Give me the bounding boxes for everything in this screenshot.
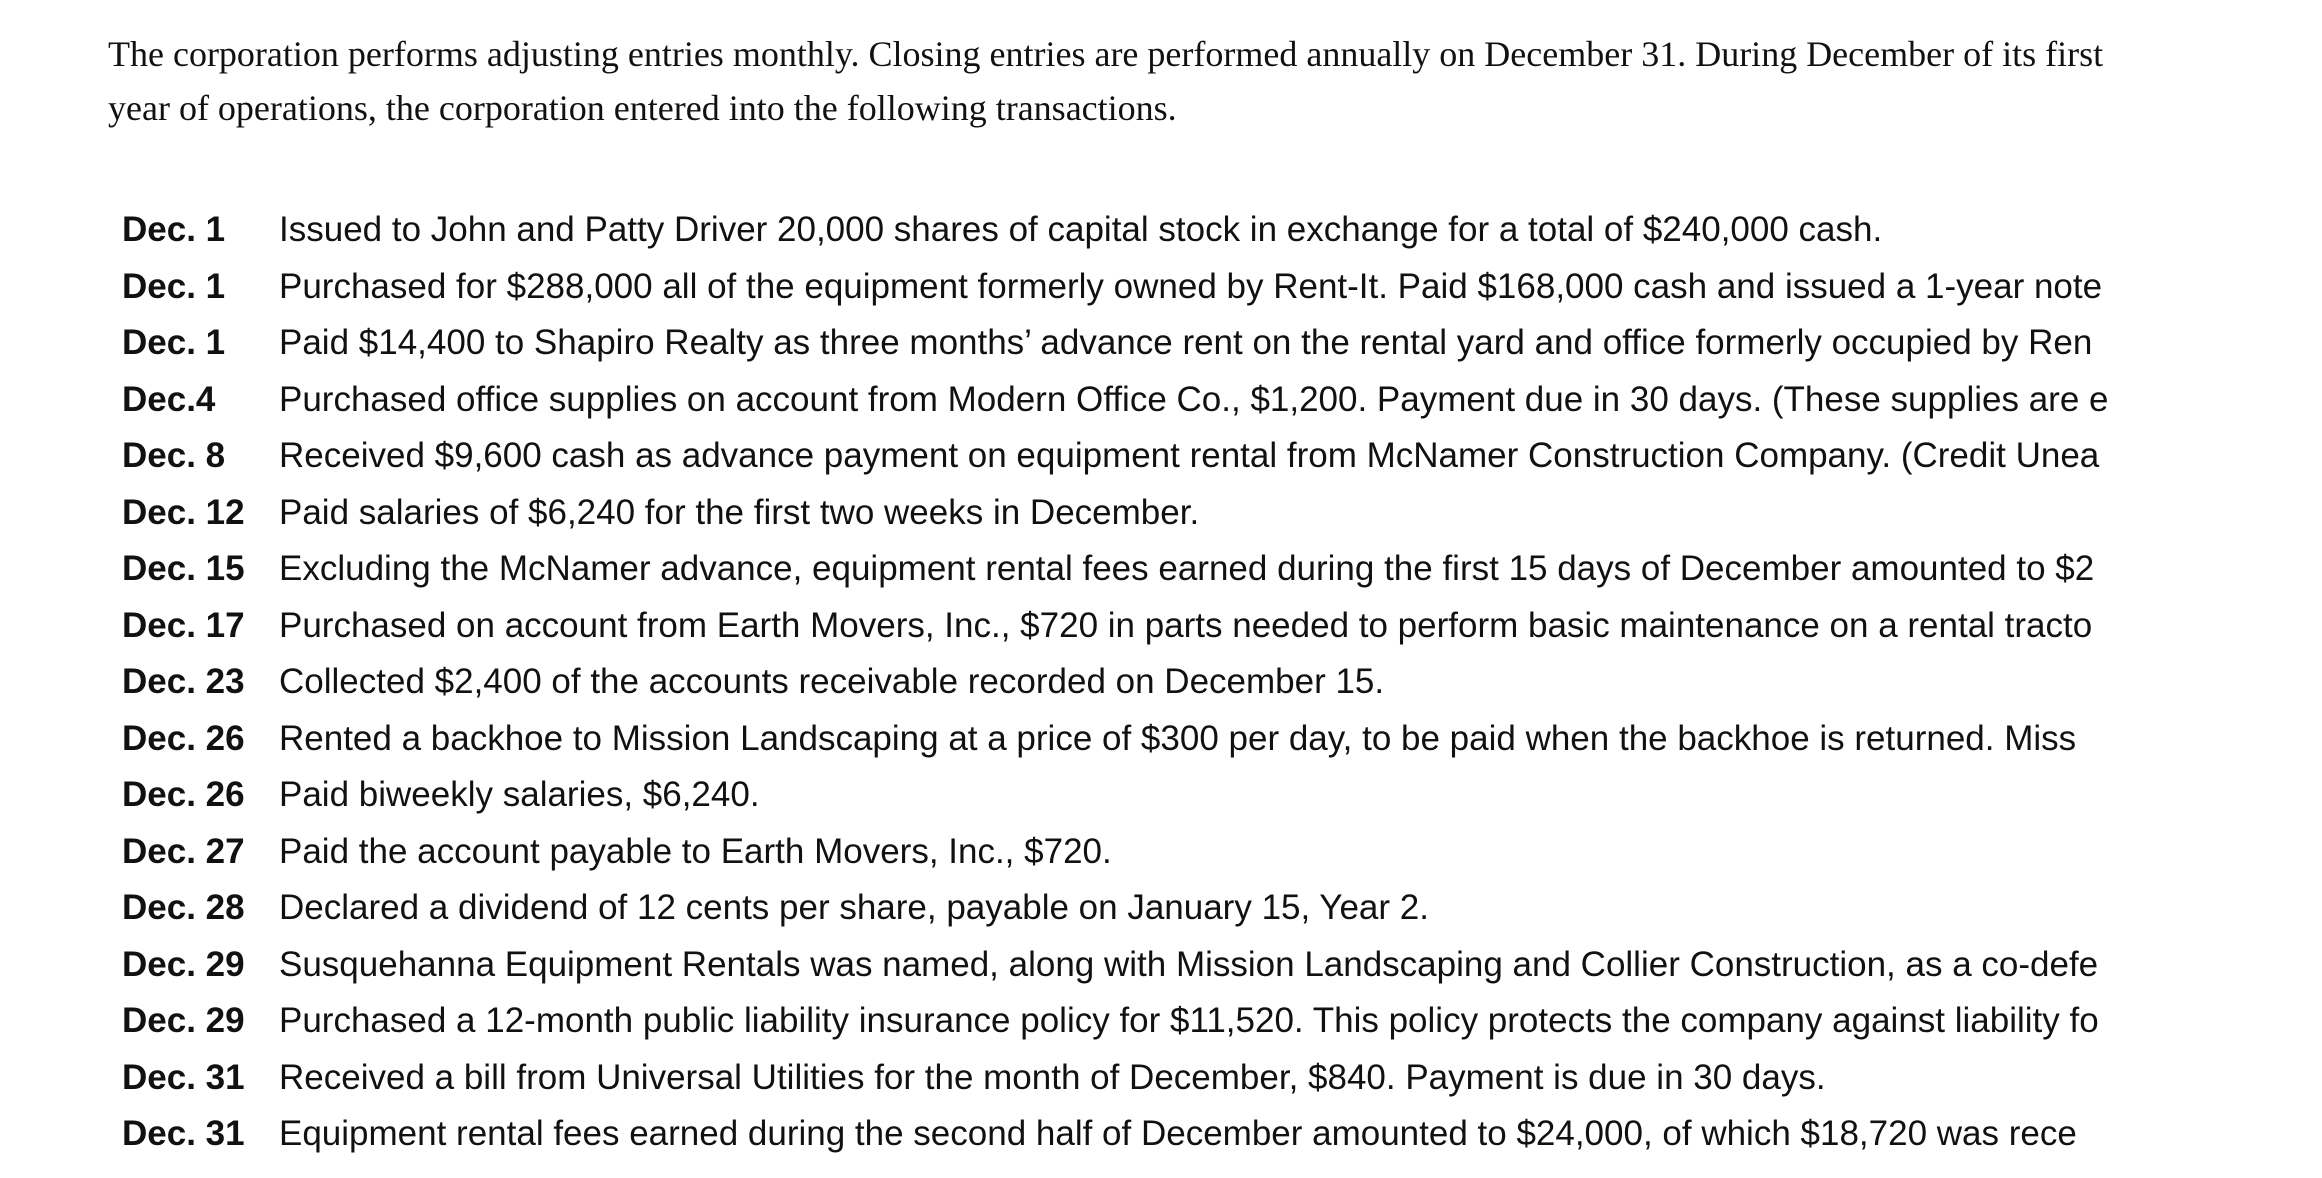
transaction-row [122, 880, 2222, 937]
transaction-description: Susquehanna Equipment Rentals was named, along with Mission Landscaping and Collier Construction, as a co-defe [279, 944, 2099, 984]
transaction-row [122, 767, 2222, 824]
transaction-date: Dec. 17 [122, 605, 245, 645]
transaction-description: Issued to John and Patty Driver 20,000 shares of capital stock in exchange for a total of $240,000 cash. [279, 210, 1883, 250]
transaction-row [122, 1106, 2222, 1163]
transaction-row [122, 202, 2222, 259]
transaction-description: Purchased office supplies on account from Modern Office Co., $1,200. Payment due in 30 days. (These supplies are e [279, 379, 2109, 419]
transaction-row [122, 598, 2222, 655]
transaction-description: Purchased for $288,000 all of the equipment formerly owned by Rent-It. Paid $168,000 cash and issued a 1-year note [279, 266, 2103, 306]
intro-line-2: year of operations, the corporation entered into the following transactions. [108, 88, 1177, 128]
transaction-description: Received $9,600 cash as advance payment on equipment rental from McNamer Construction Company. (Credit Unea [279, 436, 2100, 476]
transaction-date: Dec. 31 [122, 1057, 245, 1097]
transaction-description: Received a bill from Universal Utilities for the month of December, $840. Payment is due in 30 days. [279, 1057, 1826, 1097]
transaction-date: Dec. 23 [122, 662, 245, 702]
transaction-date: Dec. 26 [122, 718, 245, 758]
transaction-date: Dec. 28 [122, 888, 245, 928]
transaction-row [122, 485, 2222, 542]
transaction-description: Purchased on account from Earth Movers, Inc., $720 in parts needed to perform basic maintenance on a rental tracto [279, 605, 2093, 645]
transaction-description: Purchased a 12-month public liability insurance policy for $11,520. This policy protects the company against liability fo [279, 1001, 2099, 1041]
transaction-date: Dec. 29 [122, 944, 245, 984]
transaction-row [122, 315, 2222, 372]
transaction-row [122, 654, 2222, 711]
transaction-row [122, 993, 2222, 1050]
transaction-date: Dec. 29 [122, 1001, 245, 1041]
transaction-date: Dec. 1 [122, 210, 226, 250]
intro-line-1: The corporation performs adjusting entries monthly. Closing entries are performed annually on December 31. During December of its first [108, 34, 2104, 74]
transaction-date: Dec. 31 [122, 1114, 245, 1154]
transaction-row [122, 541, 2222, 598]
transaction-list [122, 202, 2222, 1163]
transaction-row [122, 711, 2222, 768]
transaction-date: Dec. 15 [122, 549, 245, 589]
transaction-date: Dec. 27 [122, 831, 245, 871]
transaction-row [122, 372, 2222, 429]
transaction-description: Equipment rental fees earned during the second half of December amounted to $24,000, of which $18,720 was rece [279, 1114, 2077, 1154]
transaction-date: Dec. 8 [122, 436, 226, 476]
transaction-row [122, 428, 2222, 485]
transaction-description: Paid biweekly salaries, $6,240. [279, 775, 760, 815]
transaction-description: Declared a dividend of 12 cents per share, payable on January 15, Year 2. [279, 888, 1429, 928]
transaction-description: Paid the account payable to Earth Movers, Inc., $720. [279, 831, 1112, 871]
transaction-date: Dec. 1 [122, 323, 226, 363]
transaction-description: Rented a backhoe to Mission Landscaping at a price of $300 per day, to be paid when the backhoe is returned. Miss [279, 718, 2077, 758]
transaction-row [122, 1050, 2222, 1107]
transaction-date: Dec. 26 [122, 775, 245, 815]
transaction-row [122, 259, 2222, 316]
transaction-description: Excluding the McNamer advance, equipment rental fees earned during the first 15 days of December amounted to $2 [279, 549, 2095, 589]
transaction-date: Dec. 12 [122, 492, 245, 532]
transaction-date: Dec. 1 [122, 266, 226, 306]
transaction-description: Collected $2,400 of the accounts receivable recorded on December 15. [279, 662, 1385, 702]
transaction-row [122, 937, 2222, 994]
transaction-description: Paid $14,400 to Shapiro Realty as three months’ advance rent on the rental yard and office formerly occupied by Ren [279, 323, 2093, 363]
transaction-description: Paid salaries of $6,240 for the first two weeks in December. [279, 492, 1200, 532]
intro-paragraph [108, 27, 2238, 135]
transaction-date: Dec.4 [122, 379, 216, 419]
transaction-row [122, 824, 2222, 881]
